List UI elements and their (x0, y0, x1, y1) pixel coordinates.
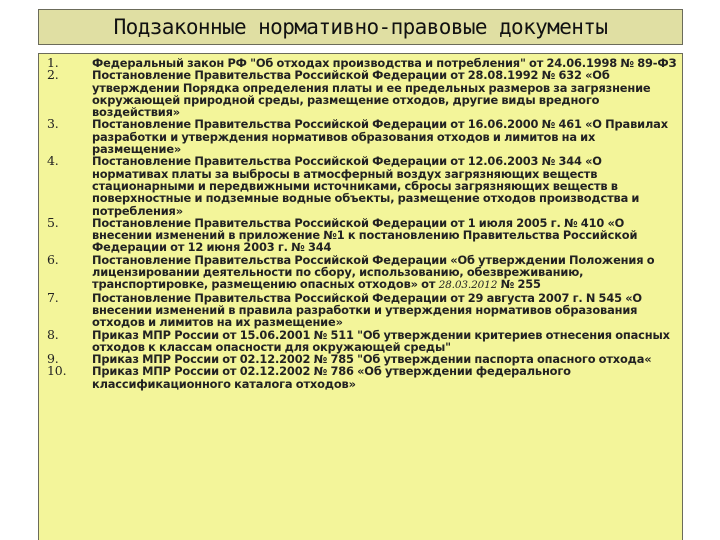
item-text: Постановление Правительства Российской Федерации «Об утверждении Положения о лицензировании деятельности по сбору, использованию, обезвреживанию, транспортировке, размещению опасных отходов» от (92, 252, 655, 292)
item-text-tail: № 255 (500, 277, 541, 292)
item-text: Постановление Правительства Российской Федерации от 1 июля 2005 г. № 410 «О внесении изменений в приложение №1 к постановлению Правительства Российской Федерации от 12 июня 2003 г. № 344 (92, 215, 638, 255)
item-number: 8. (47, 326, 59, 342)
item-text: Постановление Правительства Российской Федерации от 12.06.2003 № 344 «О нормативах платы за выбросы в атмосферный воздух загрязняющих веществ стационарными и передвижными источниками, сбросы загрязняющих веществ в поверхностные и подземные водные объекты, размещение отходов производства и потребления» (92, 154, 640, 218)
item-number: 4. (47, 153, 59, 169)
list-item (39, 365, 682, 390)
item-text: Федеральный закон РФ "Об отходах производства и потребления" от 24.06.1998 № 89-ФЗ (92, 56, 677, 70)
item-number: 2. (47, 67, 59, 83)
item-number: 10. (47, 363, 67, 379)
list-item (39, 69, 682, 118)
content-panel (38, 53, 683, 540)
item-text: Приказ МПР России от 15.06.2001 № 511 "Об утверждении критериев отнесения опасных отходов к классам опасности для окружающей среды" (92, 327, 670, 354)
slide-title: Подзаконные нормативно-правовые документы (113, 15, 608, 39)
item-date: 28.03.2012 (438, 279, 498, 292)
list-item (39, 214, 682, 255)
item-text: Постановление Правительства Российской Федерации от 28.08.1992 № 632 «Об утверждении Порядка определения платы и ее предельных размеров за загрязнение окружающей природной среды, размещение отходов, другие виды вредного воздействия» (92, 68, 651, 120)
item-number: 9. (47, 351, 59, 367)
list-item (39, 155, 682, 216)
title-banner (38, 9, 683, 45)
document-list (39, 57, 682, 390)
item-text: Приказ МПР России от 02.12.2002 № 785 "Об утверждении паспорта опасного отхода« (92, 352, 652, 367)
list-item (39, 118, 682, 155)
item-text: Приказ МПР России от 02.12.2002 № 786 «Об утверждении федерального классификационного каталога отходов» (92, 364, 571, 391)
item-number: 7. (47, 289, 59, 305)
item-number: 5. (47, 214, 59, 230)
list-item (39, 251, 682, 292)
item-text: Постановление Правительства Российской Федерации от 16.06.2000 № 461 «О Правилах разработки и утверждения нормативов образования отходов и лимитов на их размещение» (92, 117, 668, 157)
list-item (39, 326, 682, 354)
item-text: Постановление Правительства Российской Федерации от 29 августа 2007 г. N 545 «О внесении изменений в правила разработки и утверждения нормативов образования отходов и лимитов на их размещение» (92, 290, 642, 330)
item-number: 3. (47, 116, 59, 132)
item-number: 6. (47, 251, 59, 267)
list-item (39, 289, 682, 330)
item-number: 1. (47, 55, 59, 70)
